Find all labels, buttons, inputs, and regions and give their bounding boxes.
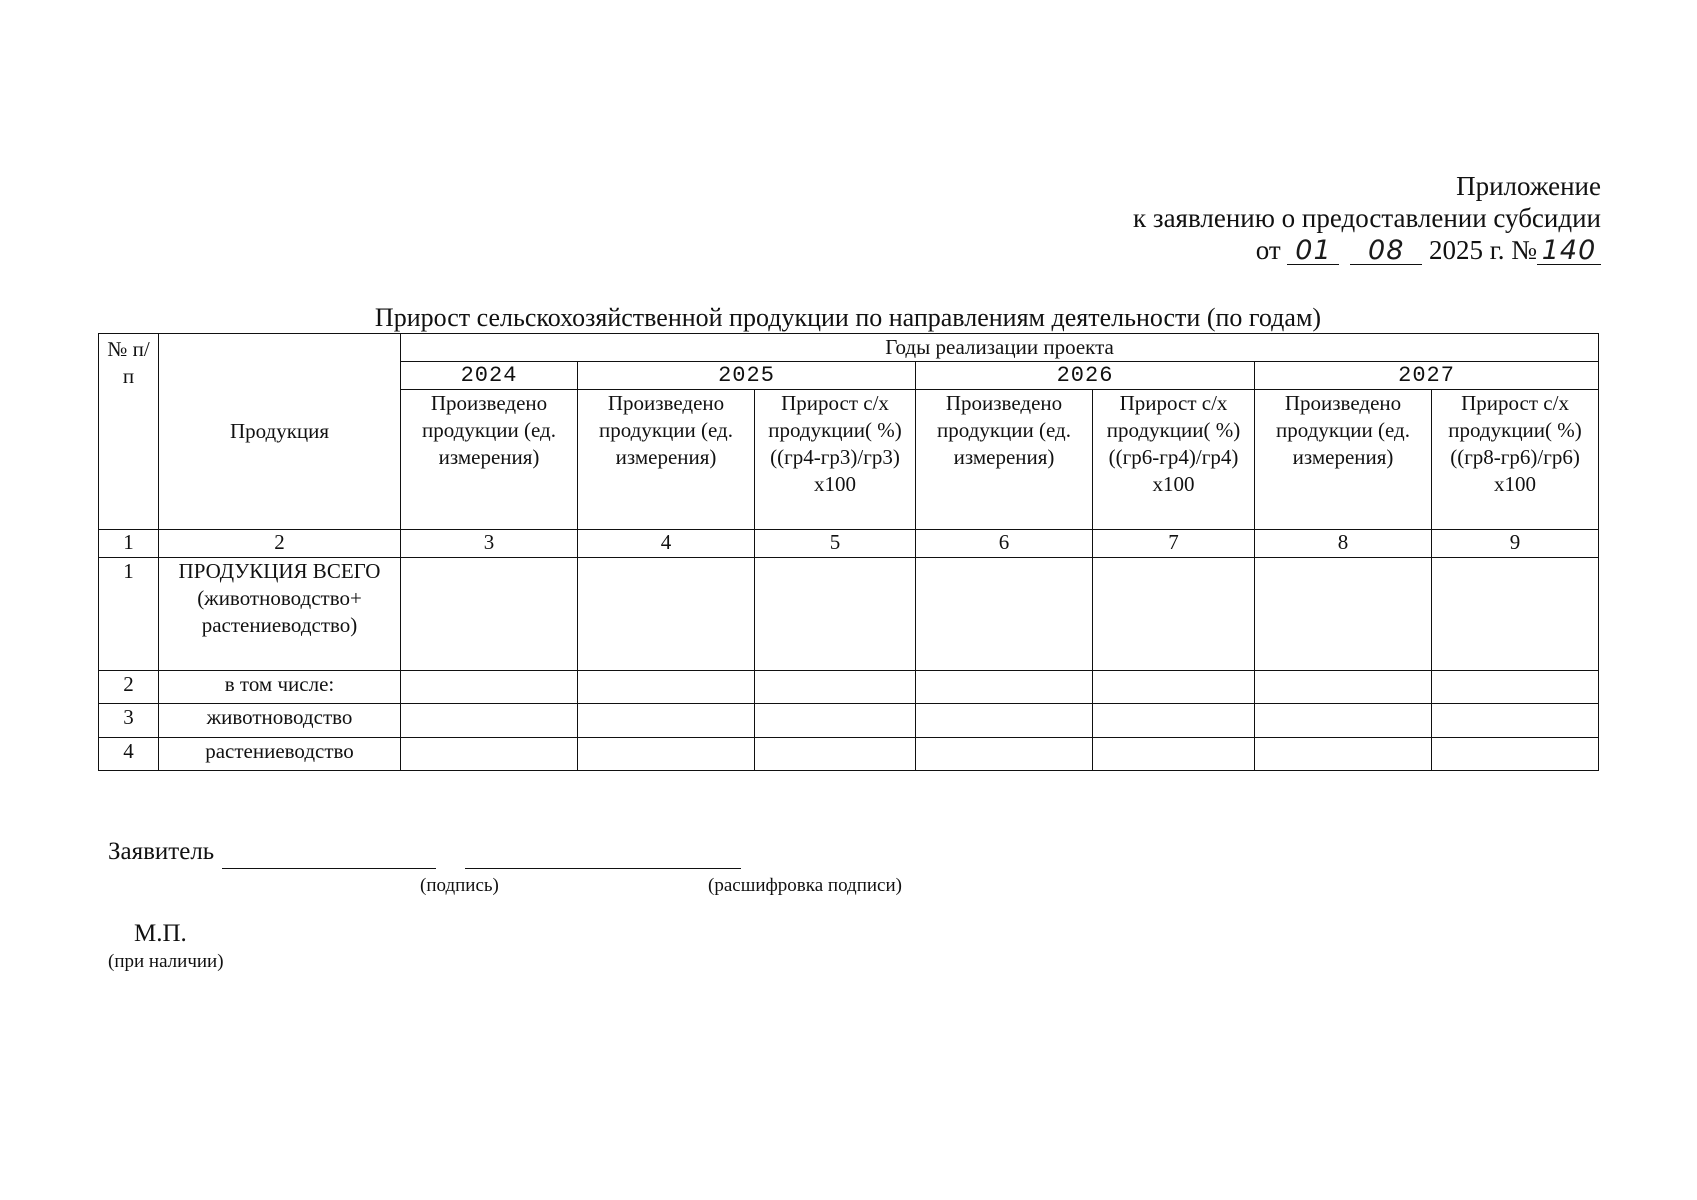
table-cell	[1255, 704, 1432, 738]
header-produced-2024: Произведено продукции (ед. измерения)	[401, 390, 578, 530]
table-cell	[1255, 671, 1432, 704]
table-cell	[401, 738, 578, 771]
header-year-2027: 2027	[1255, 362, 1599, 390]
header-year-2025: 2025	[578, 362, 916, 390]
table-cell	[1093, 704, 1255, 738]
appendix-title: Приложение	[1456, 171, 1601, 201]
row-number: 2	[99, 671, 159, 704]
column-number: 2	[159, 530, 401, 558]
table-cell	[1432, 704, 1599, 738]
table-row	[99, 704, 1599, 738]
table-cell	[755, 738, 916, 771]
table-cell	[401, 558, 578, 671]
table-cell	[755, 558, 916, 671]
header-growth-2026: Прирост с/х продукции( %) ((гр6-гр4)/гр4) х100	[1093, 390, 1255, 530]
header-produced-2026: Произведено продукции (ед. измерения)	[916, 390, 1093, 530]
header-year-2024: 2024	[401, 362, 578, 390]
table-row	[99, 738, 1599, 771]
signature-line	[222, 868, 436, 869]
column-number: 7	[1093, 530, 1255, 558]
stamp-label: М.П.	[134, 920, 187, 947]
table-cell	[1432, 558, 1599, 671]
header-growth-2025: Прирост с/х продукции( %) ((гр4-гр3)/гр3) х100	[755, 390, 916, 530]
column-number: 6	[916, 530, 1093, 558]
appendix-header	[1133, 170, 1601, 266]
signature-decode-line	[465, 868, 741, 869]
table-cell	[1093, 558, 1255, 671]
row-number: 4	[99, 738, 159, 771]
doc-number-handwritten: 140	[1537, 238, 1601, 265]
table-cell	[578, 671, 755, 704]
column-number: 3	[401, 530, 578, 558]
column-number: 8	[1255, 530, 1432, 558]
header-product: Продукция	[159, 334, 401, 530]
row-product: ПРОДУКЦИЯ ВСЕГО (животноводство+ растениеводство)	[159, 558, 401, 671]
table-cell	[1093, 738, 1255, 771]
date-day-handwritten: 01	[1287, 238, 1339, 265]
header-produced-2025: Произведено продукции (ед. измерения)	[578, 390, 755, 530]
column-number: 1	[99, 530, 159, 558]
row-number: 3	[99, 704, 159, 738]
appendix-date-line	[1133, 234, 1601, 266]
table-row	[99, 558, 1599, 671]
table-cell	[578, 558, 755, 671]
table-cell	[755, 704, 916, 738]
row-number: 1	[99, 558, 159, 671]
table-cell	[578, 738, 755, 771]
table-cell	[578, 704, 755, 738]
header-produced-2027: Произведено продукции (ед. измерения)	[1255, 390, 1432, 530]
stamp-note: (при наличии)	[108, 951, 224, 972]
row-product: растениеводство	[159, 738, 401, 771]
table-cell	[401, 704, 578, 738]
table-cell	[916, 671, 1093, 704]
header-year-2026: 2026	[916, 362, 1255, 390]
table-cell	[401, 671, 578, 704]
date-prefix: от	[1255, 235, 1281, 265]
table-cell	[755, 671, 916, 704]
table-cell	[916, 558, 1093, 671]
applicant-label: Заявитель	[108, 838, 215, 865]
table-cell	[916, 738, 1093, 771]
date-month-handwritten: 08	[1350, 238, 1422, 265]
production-growth-table	[98, 333, 1599, 771]
header-num: № п/п	[99, 334, 159, 530]
signature-caption: (подпись)	[420, 875, 499, 896]
column-number: 9	[1432, 530, 1599, 558]
header-years: Годы реализации проекта	[401, 334, 1599, 362]
column-number-row	[99, 530, 1599, 558]
signature-decode-caption: (расшифровка подписи)	[708, 875, 902, 896]
page-title: Прирост сельскохозяйственной продукции по направлениям деятельности (по годам)	[374, 303, 1322, 332]
column-number: 5	[755, 530, 916, 558]
table-cell	[1255, 558, 1432, 671]
row-product: животноводство	[159, 704, 401, 738]
table-cell	[1432, 738, 1599, 771]
table-cell	[1432, 671, 1599, 704]
table-cell	[916, 704, 1093, 738]
row-product: в том числе:	[159, 671, 401, 704]
column-number: 4	[578, 530, 755, 558]
header-growth-2027: Прирост с/х продукции( %) ((гр8-гр6)/гр6) х100	[1432, 390, 1599, 530]
table-cell	[1093, 671, 1255, 704]
date-year-suffix: 2025 г. №	[1428, 235, 1537, 265]
appendix-subtitle: к заявлению о предоставлении субсидии	[1133, 203, 1601, 233]
table-cell	[1255, 738, 1432, 771]
table-row	[99, 671, 1599, 704]
